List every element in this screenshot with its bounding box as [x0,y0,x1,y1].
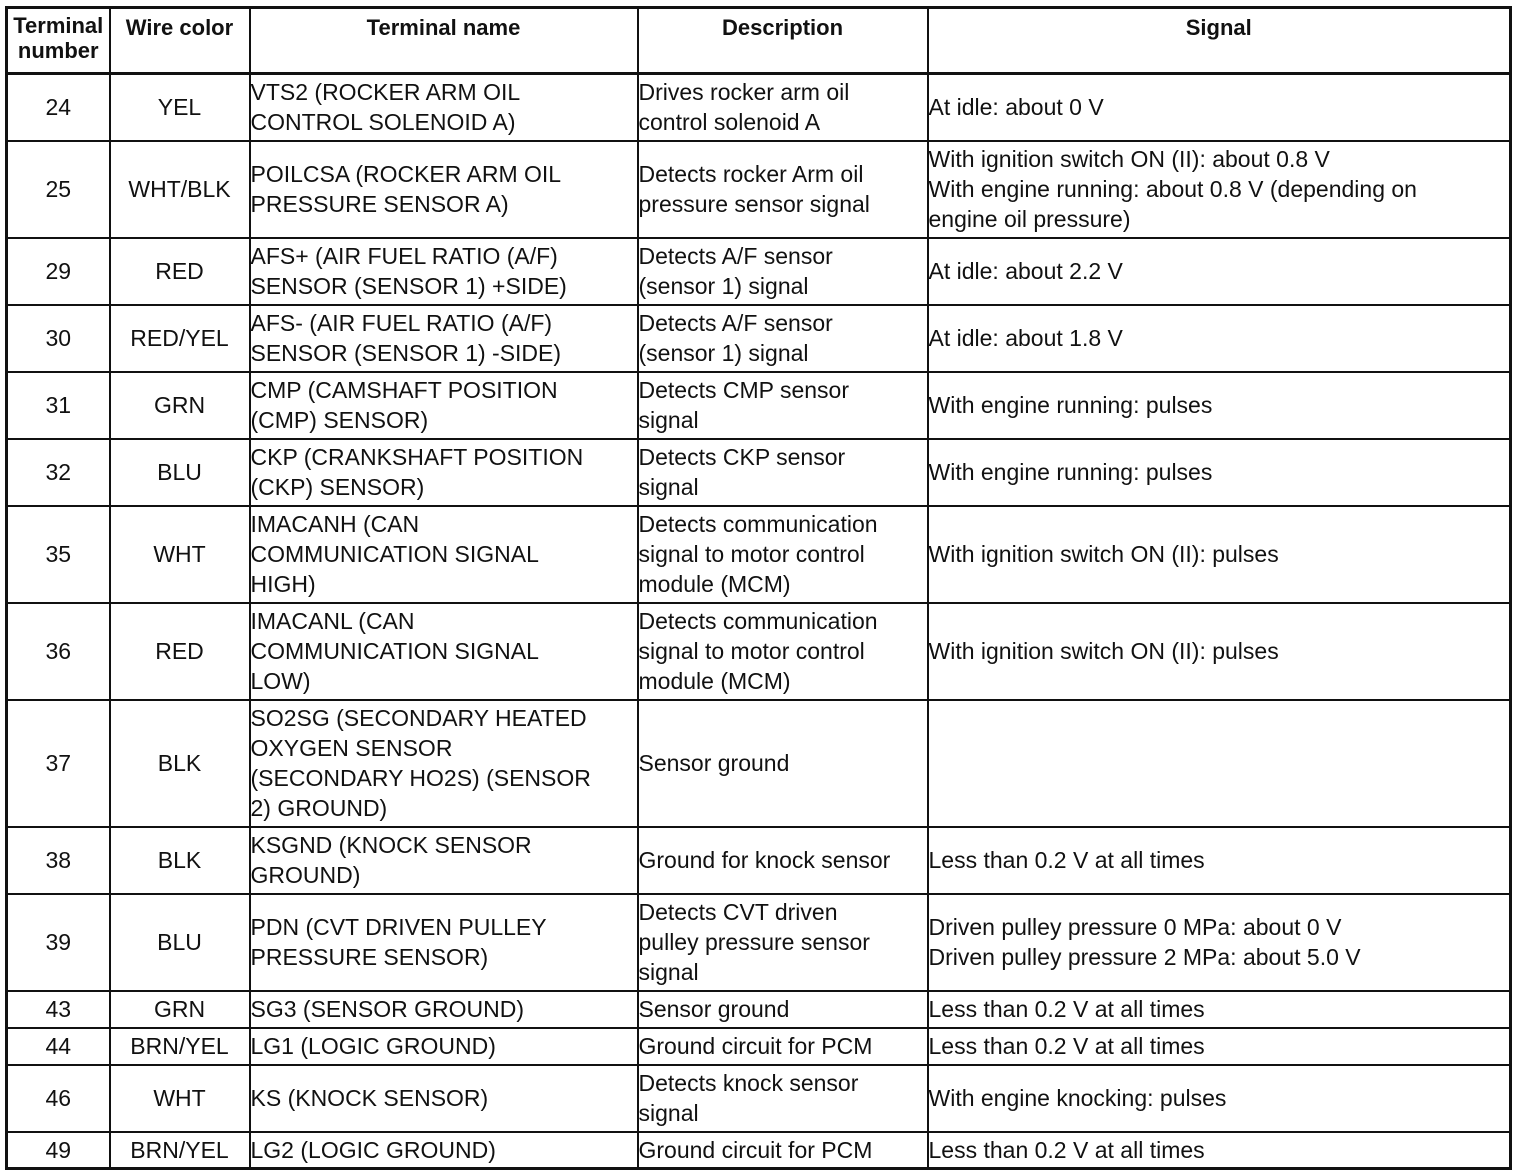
cell-description-line: Detects CVT driven [638,899,838,925]
cell-signal-line: At idle: about 2.2 V [928,258,1123,284]
cell-signal-line: Less than 0.2 V at all times [928,1136,1205,1163]
cell-terminal-name-line: LG1 (LOGIC GROUND) [250,1033,496,1059]
cell-terminal-name-line: 2) GROUND) [250,795,388,821]
cell-terminal-name [250,506,638,603]
cell-signal-line: Driven pulley pressure 0 MPa: about 0 V [928,914,1342,940]
cell-signal [928,372,1511,439]
cell-signal-line: With engine running: about 0.8 V (depending on [928,176,1417,202]
cell-description-line: pulley pressure sensor [638,929,870,955]
cell-terminal-name [250,372,638,439]
cell-terminal-name-line: SENSOR (SENSOR 1) +SIDE) [250,273,567,299]
cell-terminal-name-line: CKP (CRANKSHAFT POSITION [250,444,584,470]
cell-wire-color: GRN [110,372,250,439]
table-row [7,305,1511,372]
cell-wire-color: BLK [110,827,250,894]
cell-terminal-name-line: PRESSURE SENSOR) [250,944,489,970]
cell-description-line: Sensor ground [638,750,790,776]
cell-terminal-number: 25 [7,141,110,238]
terminal-pinout-table [5,6,1512,1170]
cell-description-line: module (MCM) [638,668,791,694]
cell-wire-color: BLK [110,700,250,827]
cell-signal-line: With ignition switch ON (II): about 0.8 V [928,146,1330,172]
table-row [7,894,1511,991]
table-row [7,1065,1511,1132]
cell-signal [928,991,1511,1028]
cell-terminal-number: 49 [7,1132,110,1169]
header-description: Description [638,8,928,74]
table-row [7,603,1511,700]
cell-description [638,1028,928,1065]
cell-terminal-number: 35 [7,506,110,603]
cell-wire-color: BRN/YEL [110,1132,250,1169]
cell-description-line: Drives rocker arm oil [638,79,850,106]
cell-description-line: signal [638,407,699,433]
cell-description-line: control solenoid A [638,109,821,136]
cell-terminal-number: 44 [7,1028,110,1065]
cell-wire-color: BRN/YEL [110,1028,250,1065]
cell-signal-line: With ignition switch ON (II): pulses [928,638,1279,664]
cell-description [638,74,928,141]
cell-signal [928,238,1511,305]
cell-description [638,1065,928,1132]
cell-terminal-name-line: PRESSURE SENSOR A) [250,191,509,217]
cell-terminal-name-line: COMMUNICATION SIGNAL [250,541,539,567]
cell-signal-line: With engine running: pulses [928,392,1213,418]
header-terminal-number [7,8,110,74]
cell-signal [928,141,1511,238]
cell-description-line: Detects CKP sensor [638,444,846,470]
header-signal: Signal [928,8,1511,74]
cell-description-line: Detects knock sensor [638,1070,859,1096]
cell-wire-color: RED/YEL [110,305,250,372]
cell-terminal-number: 37 [7,700,110,827]
cell-signal [928,1065,1511,1132]
cell-wire-color: WHT/BLK [110,141,250,238]
cell-wire-color: RED [110,603,250,700]
cell-description [638,506,928,603]
header-row [7,8,1511,74]
table-row [7,1132,1511,1169]
cell-terminal-name-line: LG2 (LOGIC GROUND) [250,1136,496,1163]
cell-terminal-name-line: KS (KNOCK SENSOR) [250,1085,489,1111]
cell-terminal-number: 29 [7,238,110,305]
cell-description [638,305,928,372]
table-row [7,506,1511,603]
cell-description-line: signal to motor control [638,638,865,664]
header-wire-color: Wire color [110,8,250,74]
cell-terminal-number: 31 [7,372,110,439]
cell-terminal-name [250,991,638,1028]
cell-terminal-number: 24 [7,74,110,141]
header-terminal-number-line2: number [17,38,99,63]
cell-terminal-name [250,1065,638,1132]
cell-signal-line: Driven pulley pressure 2 MPa: about 5.0 V [928,944,1361,970]
cell-terminal-name-line: CMP (CAMSHAFT POSITION [250,377,558,403]
cell-terminal-name [250,305,638,372]
cell-terminal-number: 36 [7,603,110,700]
cell-description-line: (sensor 1) signal [638,340,809,366]
table-row [7,372,1511,439]
cell-terminal-name-line: (CMP) SENSOR) [250,407,429,433]
cell-terminal-name-line: AFS+ (AIR FUEL RATIO (A/F) [250,243,558,269]
cell-signal-line: With engine knocking: pulses [928,1085,1227,1111]
cell-description-line: pressure sensor signal [638,191,870,217]
cell-terminal-name [250,439,638,506]
cell-signal-line: Less than 0.2 V at all times [928,847,1205,873]
cell-terminal-name [250,827,638,894]
cell-terminal-name [250,894,638,991]
cell-signal-line: engine oil pressure) [928,206,1131,232]
cell-terminal-name-line: HIGH) [250,571,316,597]
cell-signal-line: Less than 0.2 V at all times [928,996,1205,1022]
cell-terminal-name [250,1132,638,1169]
cell-description [638,439,928,506]
cell-wire-color: WHT [110,1065,250,1132]
cell-terminal-number: 30 [7,305,110,372]
cell-description-line: (sensor 1) signal [638,273,809,299]
cell-description-line: signal to motor control [638,541,865,567]
cell-description-line: Detects rocker Arm oil [638,161,864,187]
cell-description-line: Sensor ground [638,996,790,1022]
cell-signal [928,827,1511,894]
cell-wire-color: BLU [110,439,250,506]
table-row [7,74,1511,141]
cell-signal-line: With engine running: pulses [928,459,1213,485]
cell-description-line: Ground for knock sensor [638,847,891,873]
cell-description [638,141,928,238]
table-header [7,8,1511,74]
cell-signal [928,439,1511,506]
cell-terminal-number: 43 [7,991,110,1028]
cell-description [638,372,928,439]
cell-terminal-name [250,603,638,700]
table-row [7,700,1511,827]
cell-terminal-name-line: POILCSA (ROCKER ARM OIL [250,161,562,187]
cell-terminal-name-line: PDN (CVT DRIVEN PULLEY [250,914,547,940]
table-body [7,74,1511,1169]
cell-signal [928,74,1511,141]
cell-terminal-name [250,1028,638,1065]
cell-terminal-name-line: OXYGEN SENSOR [250,735,453,761]
cell-terminal-name [250,238,638,305]
table-row [7,238,1511,305]
cell-description-line: signal [638,959,699,985]
table-row [7,439,1511,506]
cell-terminal-name-line: CONTROL SOLENOID A) [250,109,516,136]
cell-terminal-name-line: KSGND (KNOCK SENSOR [250,832,532,858]
cell-signal [928,603,1511,700]
cell-description-line: module (MCM) [638,571,791,597]
cell-description [638,1132,928,1169]
table-row [7,141,1511,238]
table-row [7,991,1511,1028]
cell-description [638,894,928,991]
cell-signal [928,1028,1511,1065]
cell-terminal-name-line: AFS- (AIR FUEL RATIO (A/F) [250,310,553,336]
cell-terminal-name-line: IMACANH (CAN [250,511,420,537]
cell-terminal-name-line: IMACANL (CAN [250,608,415,634]
cell-description [638,991,928,1028]
cell-signal [928,700,1511,827]
cell-terminal-name-line: SG3 (SENSOR GROUND) [250,996,524,1022]
cell-terminal-number: 39 [7,894,110,991]
cell-signal [928,1132,1511,1169]
table-row [7,827,1511,894]
cell-signal-line: Less than 0.2 V at all times [928,1033,1205,1059]
cell-description-line: Ground circuit for PCM [638,1136,873,1163]
cell-description-line: Detects CMP sensor [638,377,849,403]
cell-signal [928,506,1511,603]
cell-description [638,238,928,305]
cell-wire-color: BLU [110,894,250,991]
cell-wire-color: WHT [110,506,250,603]
cell-terminal-name-line: VTS2 (ROCKER ARM OIL [250,79,521,106]
cell-description-line: Ground circuit for PCM [638,1033,873,1059]
cell-terminal-name [250,74,638,141]
cell-terminal-name-line: SO2SG (SECONDARY HEATED [250,705,587,731]
cell-terminal-number: 38 [7,827,110,894]
cell-signal [928,894,1511,991]
cell-signal-line: At idle: about 1.8 V [928,325,1123,351]
cell-terminal-name [250,700,638,827]
cell-wire-color: YEL [110,74,250,141]
cell-signal-line: At idle: about 0 V [928,94,1104,121]
cell-description [638,827,928,894]
cell-terminal-name [250,141,638,238]
cell-terminal-number: 32 [7,439,110,506]
cell-terminal-name-line: COMMUNICATION SIGNAL [250,638,539,664]
cell-wire-color: RED [110,238,250,305]
cell-description-line: Detects communication [638,511,878,537]
cell-description [638,700,928,827]
cell-terminal-number: 46 [7,1065,110,1132]
cell-terminal-name-line: (CKP) SENSOR) [250,474,425,500]
cell-terminal-name-line: (SECONDARY HO2S) (SENSOR [250,765,591,791]
header-terminal-number-line1: Terminal [13,13,104,38]
cell-description-line: Detects A/F sensor [638,243,833,269]
cell-terminal-name-line: GROUND) [250,862,361,888]
cell-description-line: signal [638,474,699,500]
cell-wire-color: GRN [110,991,250,1028]
header-terminal-name: Terminal name [250,8,638,74]
cell-description-line: Detects A/F sensor [638,310,833,336]
cell-description-line: Detects communication [638,608,878,634]
table-row [7,1028,1511,1065]
cell-terminal-name-line: SENSOR (SENSOR 1) -SIDE) [250,340,562,366]
cell-terminal-name-line: LOW) [250,668,311,694]
cell-description-line: signal [638,1100,699,1126]
cell-signal-line: With ignition switch ON (II): pulses [928,541,1279,567]
cell-signal [928,305,1511,372]
cell-description [638,603,928,700]
